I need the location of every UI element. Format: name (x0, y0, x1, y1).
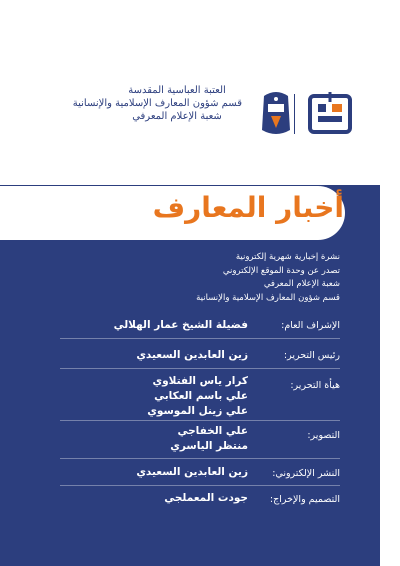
intro-line: شعبة الإعلام المعرفي (263, 279, 340, 289)
credit-name: علي الخفاجي (177, 425, 248, 437)
header-line-2: قسم شؤون المعارف الإسلامية والإنسانية (72, 98, 242, 109)
intro-block (196, 251, 340, 305)
header-line-1: العتبة العباسية المقدسة (128, 85, 226, 96)
page-title: أخبار المعارف (152, 191, 344, 224)
credit-name: منتظر الياسري (170, 440, 248, 452)
maaref-logo-icon (310, 92, 350, 132)
credit-name: علي زينل الموسوي (147, 405, 248, 417)
intro-line: نشرة إخبارية شهرية إلكترونية (235, 252, 340, 262)
separator (60, 458, 340, 459)
credit-label-editor-in-chief: رئيس التحرير: (283, 350, 340, 361)
credit-label-design: التصميم والإخراج: (269, 494, 340, 505)
credit-names-e-publishing (136, 465, 248, 480)
intro-line: تصدر عن وحدة الموقع الإلكتروني (222, 265, 340, 276)
header-text (72, 84, 242, 123)
credit-label-photography: التصوير: (307, 430, 340, 441)
credit-name: علي باسم العكابي (154, 390, 248, 402)
separator (60, 420, 340, 421)
credit-label-editorial-board: هيأة التحرير: (290, 380, 340, 391)
credit-name: جودت المعملجي (164, 492, 248, 504)
abbas-shrine-logo-icon (262, 92, 290, 134)
credit-names-editorial-board (147, 374, 248, 419)
logo-group (258, 90, 358, 140)
separator (60, 485, 340, 486)
credit-name: كرار ياس الفتلاوي (152, 375, 248, 387)
credit-label-e-publishing: النشر الإلكتروني: (272, 468, 340, 479)
credit-name: فضيلة الشيخ عمار الهلالي (113, 319, 248, 331)
credit-names-supervision (114, 318, 248, 333)
separator (60, 338, 340, 339)
credit-names-photography (170, 424, 248, 454)
header-line-3: شعبة الإعلام المعرفي (132, 111, 222, 122)
credit-name: زين العابدين السعيدي (136, 349, 248, 361)
credit-names-editor-in-chief (136, 348, 248, 363)
credit-names-design (164, 491, 248, 506)
credit-label-supervision: الإشراف العام: (281, 320, 340, 331)
intro-line: قسم شؤون المعارف الإسلامية والإنسانية (196, 292, 340, 303)
credit-name: زين العابدين السعيدي (136, 466, 248, 478)
logo-divider (294, 94, 295, 134)
separator (60, 368, 340, 369)
